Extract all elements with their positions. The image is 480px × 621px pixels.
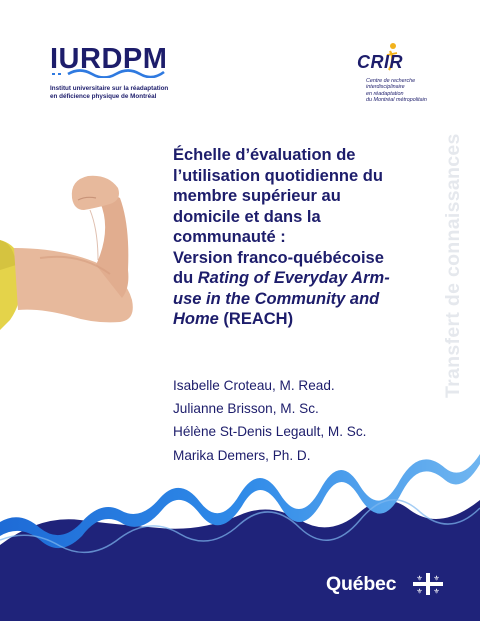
quebec-flag-icon xyxy=(413,573,443,595)
iurdpm-wave-icon xyxy=(50,66,170,78)
iurdpm-subtitle: Institut universitaire sur la réadaptation en déficience physique de Montréal xyxy=(50,85,169,100)
crir-wordmark: CRIR xyxy=(357,52,403,72)
author-name: Hélène St-Denis Legault, M. Sc. xyxy=(173,424,367,440)
svg-text:⚜: ⚜ xyxy=(433,574,440,583)
author-name: Julianne Brisson, M. Sc. xyxy=(173,401,319,417)
author-name: Marika Demers, Ph. D. xyxy=(173,447,311,463)
quebec-wordmark: Québec xyxy=(326,573,397,595)
iurdpm-logo xyxy=(50,44,180,101)
side-label: Transfert de connaissances xyxy=(442,133,464,398)
crir-description: Centre de recherche interdisciplinaire en réadaptation du Montréal métropolitain xyxy=(366,78,427,104)
document-title: Échelle d’évaluation de l’utilisation quotidienne du membre supérieur au domicile et dans la communauté : Version franco-québécoise du Rating of Everyday Arm- use in the Community and Home (REACH) xyxy=(173,146,390,328)
iurdpm-wordmark: IURDPM xyxy=(50,43,168,75)
author-name: Isabelle Croteau, M. Read. xyxy=(173,378,335,393)
svg-text:⚜: ⚜ xyxy=(433,587,440,595)
flexed-arm-image xyxy=(0,170,150,350)
svg-text:⚜: ⚜ xyxy=(416,587,423,595)
svg-text:⚜: ⚜ xyxy=(416,574,423,583)
footer-wave-band xyxy=(0,440,480,621)
